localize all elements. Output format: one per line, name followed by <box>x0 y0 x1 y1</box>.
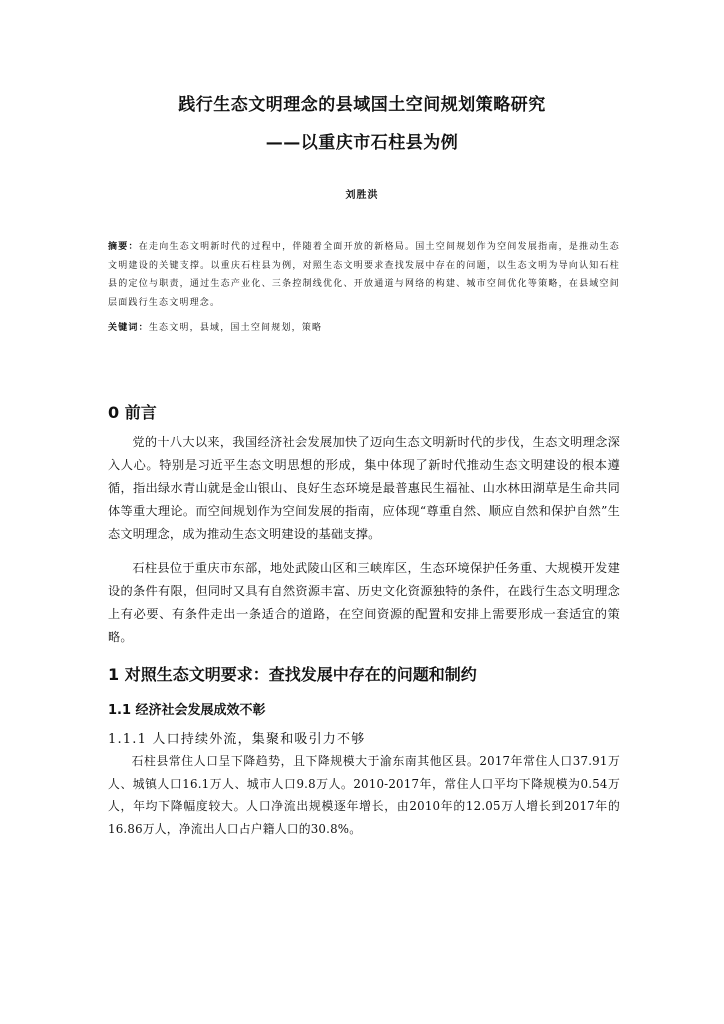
keywords-text: 生态文明，县域，国土空间规划，策略 <box>148 323 323 333</box>
section-1-1-1-paragraph: 石柱县常住人口呈下降趋势，且下降规模大于渝东南其他区县。2017年常住人口37.91万人、城镇人口16.1万人、城市人口9.8万人。2010-2017年，常住人口平均下降规模为0.54万人，年均下降幅度较大。人口净流出规模逐年增长，由2010年的12.05万人增长到2017年的16.86万人，净流出人口占户籍人口的30.8%。 <box>108 754 620 836</box>
paper-subtitle: ——以重庆市石柱县为例 <box>265 133 459 153</box>
paper-title: 践行生态文明理念的县域国土空间规划策略研究 <box>178 95 546 115</box>
abstract <box>108 238 620 313</box>
keywords <box>108 320 620 333</box>
subsubsection-heading-1-1-1: 1.1.1 人口持续外流，集聚和吸引力不够 <box>108 732 366 747</box>
keywords-label: 关键词： <box>108 323 149 333</box>
abstract-label: 摘要： <box>108 242 139 252</box>
abstract-text: 在走向生态文明新时代的过程中，伴随着全面开放的新格局。国土空间规划作为空间发展指南，是推动生态文明建设的关键支撑。以重庆石柱县为例，对照生态文明要求查找发展中存在的问题，以生态文明为导向认知石柱县的定位与职责，通过生态产业化、三条控制线优化、开放通道与网络的构建、城市空间优化等策略，在县域空间层面践行生态文明理念。 <box>108 242 620 309</box>
section-heading-intro: 0 前言 <box>108 403 157 422</box>
section-heading-1: 1 对照生态文明要求：查找发展中存在的问题和制约 <box>108 665 477 684</box>
author-name: 刘胜洪 <box>345 190 379 201</box>
intro-paragraph-2: 石柱县位于重庆市东部，地处武陵山区和三峡库区，生态环境保护任务重、大规模开发建设的条件有限，但同时又具有自然资源丰富、历史文化资源独特的条件，在践行生态文明理念上有必要、有条件走出一条适合的道路，在空间资源的配置和安排上需要形成一套适宜的策略。 <box>108 561 620 644</box>
intro-paragraph-1: 党的十八大以来，我国经济社会发展加快了迈向生态文明新时代的步伐，生态文明理念深入人心。特别是习近平生态文明思想的形成，集中体现了新时代推动生态文明建设的根本遵循，指出绿水青山就是金山银山、良好生态环境是最普惠民生福祉、山水林田湖草是生命共同体等重大理论。而空间规划作为空间发展的指南，应体现“尊重自然、顺应自然和保护自然”生态文明理念，成为推动生态文明建设的基础支撑。 <box>108 435 620 541</box>
subsection-heading-1-1: 1.1 经济社会发展成效不彰 <box>108 703 266 718</box>
